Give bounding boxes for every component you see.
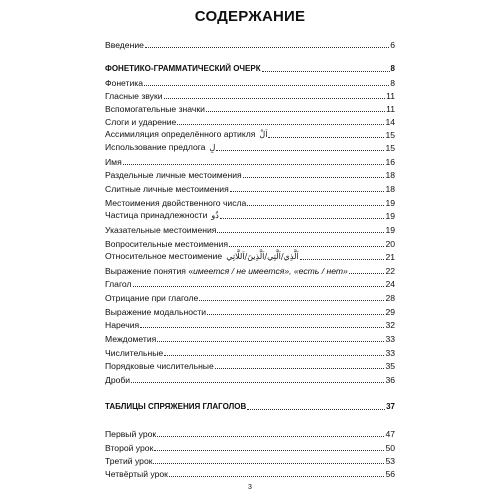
arabic-text: ذُو — [211, 211, 219, 220]
toc-entry-vowels[interactable] — [105, 89, 395, 101]
toc-entry-page: 20 — [385, 239, 395, 249]
toc-entry-label: Первый урок — [105, 429, 157, 439]
toc-entry-label: Дроби — [105, 375, 131, 385]
toc-entry-noun[interactable] — [105, 155, 395, 167]
toc-leader — [220, 217, 385, 219]
toc-entry-interjections[interactable] — [105, 332, 395, 344]
toc-entry-lesson-2[interactable] — [105, 441, 395, 453]
toc-leader — [207, 313, 384, 315]
toc-leader — [349, 272, 385, 274]
toc-leader — [164, 97, 386, 99]
toc-entry-label: Междометия — [105, 334, 157, 344]
toc-entry-label: Выражение модальности — [105, 307, 207, 317]
toc-entry-lesson-4[interactable] — [105, 467, 395, 479]
toc-entry-verb-negation[interactable] — [105, 291, 395, 303]
toc-entry-page: 8 — [390, 78, 395, 88]
toc-leader — [133, 285, 385, 287]
toc-entry-label: Гласные звуки — [105, 91, 163, 101]
toc-entry-page: 16 — [385, 157, 395, 167]
toc-entry-page: 33 — [385, 348, 395, 358]
toc-entry-existence-expression[interactable] — [105, 264, 395, 276]
toc-leader — [157, 340, 384, 342]
toc-entry-conjugation-tables-section[interactable] — [105, 400, 395, 412]
toc-entry-page: 11 — [386, 104, 395, 114]
toc-entry-label: Слитные личные местоимения — [105, 184, 229, 194]
toc-entry-ordinal-numerals[interactable] — [105, 359, 395, 371]
toc-entry-article-assimilation[interactable] — [105, 128, 395, 140]
toc-leader — [154, 449, 384, 451]
toc-entry-label: Третий урок — [105, 456, 153, 466]
toc-entry-page: 53 — [385, 456, 395, 466]
toc-leader — [153, 462, 384, 464]
toc-entry-label: Вопросительные местоимения — [105, 239, 229, 249]
toc-leader — [300, 258, 385, 260]
toc-entry-lesson-1[interactable] — [105, 427, 395, 439]
page-number: 3 — [248, 484, 252, 491]
page-title: СОДЕРЖАНИЕ — [194, 8, 306, 25]
toc-entry-page: 15 — [385, 130, 395, 140]
toc-entry-page: 37 — [386, 402, 395, 411]
toc-entry-auxiliary-signs[interactable] — [105, 102, 395, 114]
toc-entry-demonstrative-pronouns[interactable] — [105, 223, 395, 235]
toc-entry-label: Глагол — [105, 279, 132, 289]
toc-entry-label: Выражение понятия «имеется / не имеется», «есть / нет» — [105, 266, 348, 276]
toc-entry-label: Введение — [105, 40, 144, 50]
toc-entry-verb[interactable] — [105, 277, 395, 289]
toc-leader — [230, 190, 385, 192]
toc-entry-page: 36 — [385, 375, 395, 385]
toc-leader — [217, 231, 384, 233]
toc-entry-page: 18 — [385, 184, 395, 194]
toc-entry-phonetic-grammar-section[interactable] — [105, 62, 395, 74]
toc-leader — [145, 46, 389, 48]
toc-leader — [262, 70, 390, 72]
italic-text: имеется / не имеется», «есть / нет» — [193, 266, 348, 276]
toc-leader — [216, 149, 384, 151]
toc-leader — [123, 163, 385, 165]
toc-entry-page: 47 — [385, 429, 395, 439]
toc-entry-attached-pronouns[interactable] — [105, 182, 395, 194]
toc-entry-preposition-use[interactable] — [105, 141, 395, 153]
toc-entry-separate-pronouns[interactable] — [105, 168, 395, 180]
toc-leader — [140, 326, 384, 328]
toc-entry-label: Наречия — [105, 320, 140, 330]
toc-leader — [215, 367, 385, 369]
toc-entry-page: 19 — [385, 225, 395, 235]
toc-entry-fractions[interactable] — [105, 373, 395, 385]
toc-entry-page: 24 — [385, 279, 395, 289]
arabic-text: لِ — [209, 143, 216, 152]
toc-entry-label: Местоимения двойственного числа — [105, 198, 247, 208]
toc-entry-page: 32 — [385, 320, 395, 330]
toc-leader — [247, 408, 385, 410]
toc-entry-label: Фонетика — [105, 78, 144, 88]
toc-entry-label: Использование предлога لِ — [105, 142, 216, 152]
toc-entry-adverbs[interactable] — [105, 318, 395, 330]
toc-entry-introduction[interactable] — [105, 38, 395, 50]
toc-entry-lesson-3[interactable] — [105, 454, 395, 466]
toc-entry-page: 28 — [385, 293, 395, 303]
toc-entry-relative-pronoun[interactable] — [105, 250, 395, 262]
toc-entry-label: Имя — [105, 157, 122, 167]
toc-entry-label: Слоги и ударение — [105, 117, 177, 127]
toc-entry-label: Отрицание при глаголе — [105, 293, 199, 303]
toc-entry-syllables-stress[interactable] — [105, 115, 395, 127]
toc-entry-page: 33 — [385, 334, 395, 344]
toc-leader — [144, 84, 389, 86]
toc-entry-label: Раздельные личные местоимения — [105, 170, 242, 180]
toc-entry-page: 19 — [385, 198, 395, 208]
toc-entry-label: Ассимиляция определённого артикля اَلْ — [105, 129, 268, 139]
toc-entry-interrogative-pronouns[interactable] — [105, 237, 395, 249]
toc-entry-page: 11 — [386, 91, 395, 101]
toc-entry-numerals[interactable] — [105, 346, 395, 358]
toc-entry-page: 35 — [385, 361, 395, 371]
toc-entry-label: Четвёртый урок — [105, 469, 168, 479]
arabic-text: اَلَّذِي/اَلَّتِي/اَلَّذِينَ/اَللَّاتِي — [226, 252, 299, 261]
toc-entry-label: Числительные — [105, 348, 164, 358]
toc-entry-page: 50 — [385, 443, 395, 453]
toc-leader — [164, 354, 384, 356]
toc-entry-dual-pronouns[interactable] — [105, 196, 395, 208]
toc-leader — [199, 299, 384, 301]
toc-entry-possession-particle[interactable] — [105, 209, 395, 221]
toc-entry-label: Частица принадлежности ذُو — [105, 210, 219, 220]
toc-entry-label: Второй урок — [105, 443, 154, 453]
toc-entry-phonetics[interactable] — [105, 76, 395, 88]
toc-entry-page: 22 — [385, 266, 395, 276]
toc-leader — [157, 435, 384, 437]
toc-entry-page: 8 — [390, 64, 395, 73]
toc-entry-page: 18 — [385, 170, 395, 180]
toc-entry-label: ТАБЛИЦЫ СПРЯЖЕНИЯ ГЛАГОЛОВ — [105, 402, 247, 411]
toc-entry-page: 6 — [390, 40, 395, 50]
toc-entry-page: 14 — [385, 117, 395, 127]
toc-entry-label: Порядковые числительные — [105, 361, 214, 371]
toc-entry-page: 21 — [385, 252, 395, 262]
toc-entry-modality[interactable] — [105, 305, 395, 317]
toc-leader — [268, 136, 384, 138]
toc-entry-label: ФОНЕТИКО-ГРАММАТИЧЕСКИЙ ОЧЕРК — [105, 64, 261, 73]
toc-leader — [247, 204, 384, 206]
toc-leader — [229, 245, 384, 247]
toc-entry-page: 29 — [385, 307, 395, 317]
toc-leader — [206, 110, 385, 112]
toc-entry-label: Указательные местоимения — [105, 225, 217, 235]
toc-leader — [169, 475, 385, 477]
toc-entry-label: Вспомогательные значки — [105, 104, 205, 114]
toc-leader — [243, 176, 385, 178]
toc-entry-page: 19 — [385, 211, 395, 221]
toc-entry-page: 15 — [385, 143, 395, 153]
toc-entry-label: Относительное местоимение اَلَّذِي/اَلَّتِي/اَلَّذِينَ/اَللَّاتِي — [105, 251, 299, 261]
toc-leader — [131, 381, 384, 383]
toc-entry-page: 56 — [385, 469, 395, 479]
toc-leader — [177, 123, 384, 125]
arabic-text: اَلْ — [259, 130, 268, 139]
